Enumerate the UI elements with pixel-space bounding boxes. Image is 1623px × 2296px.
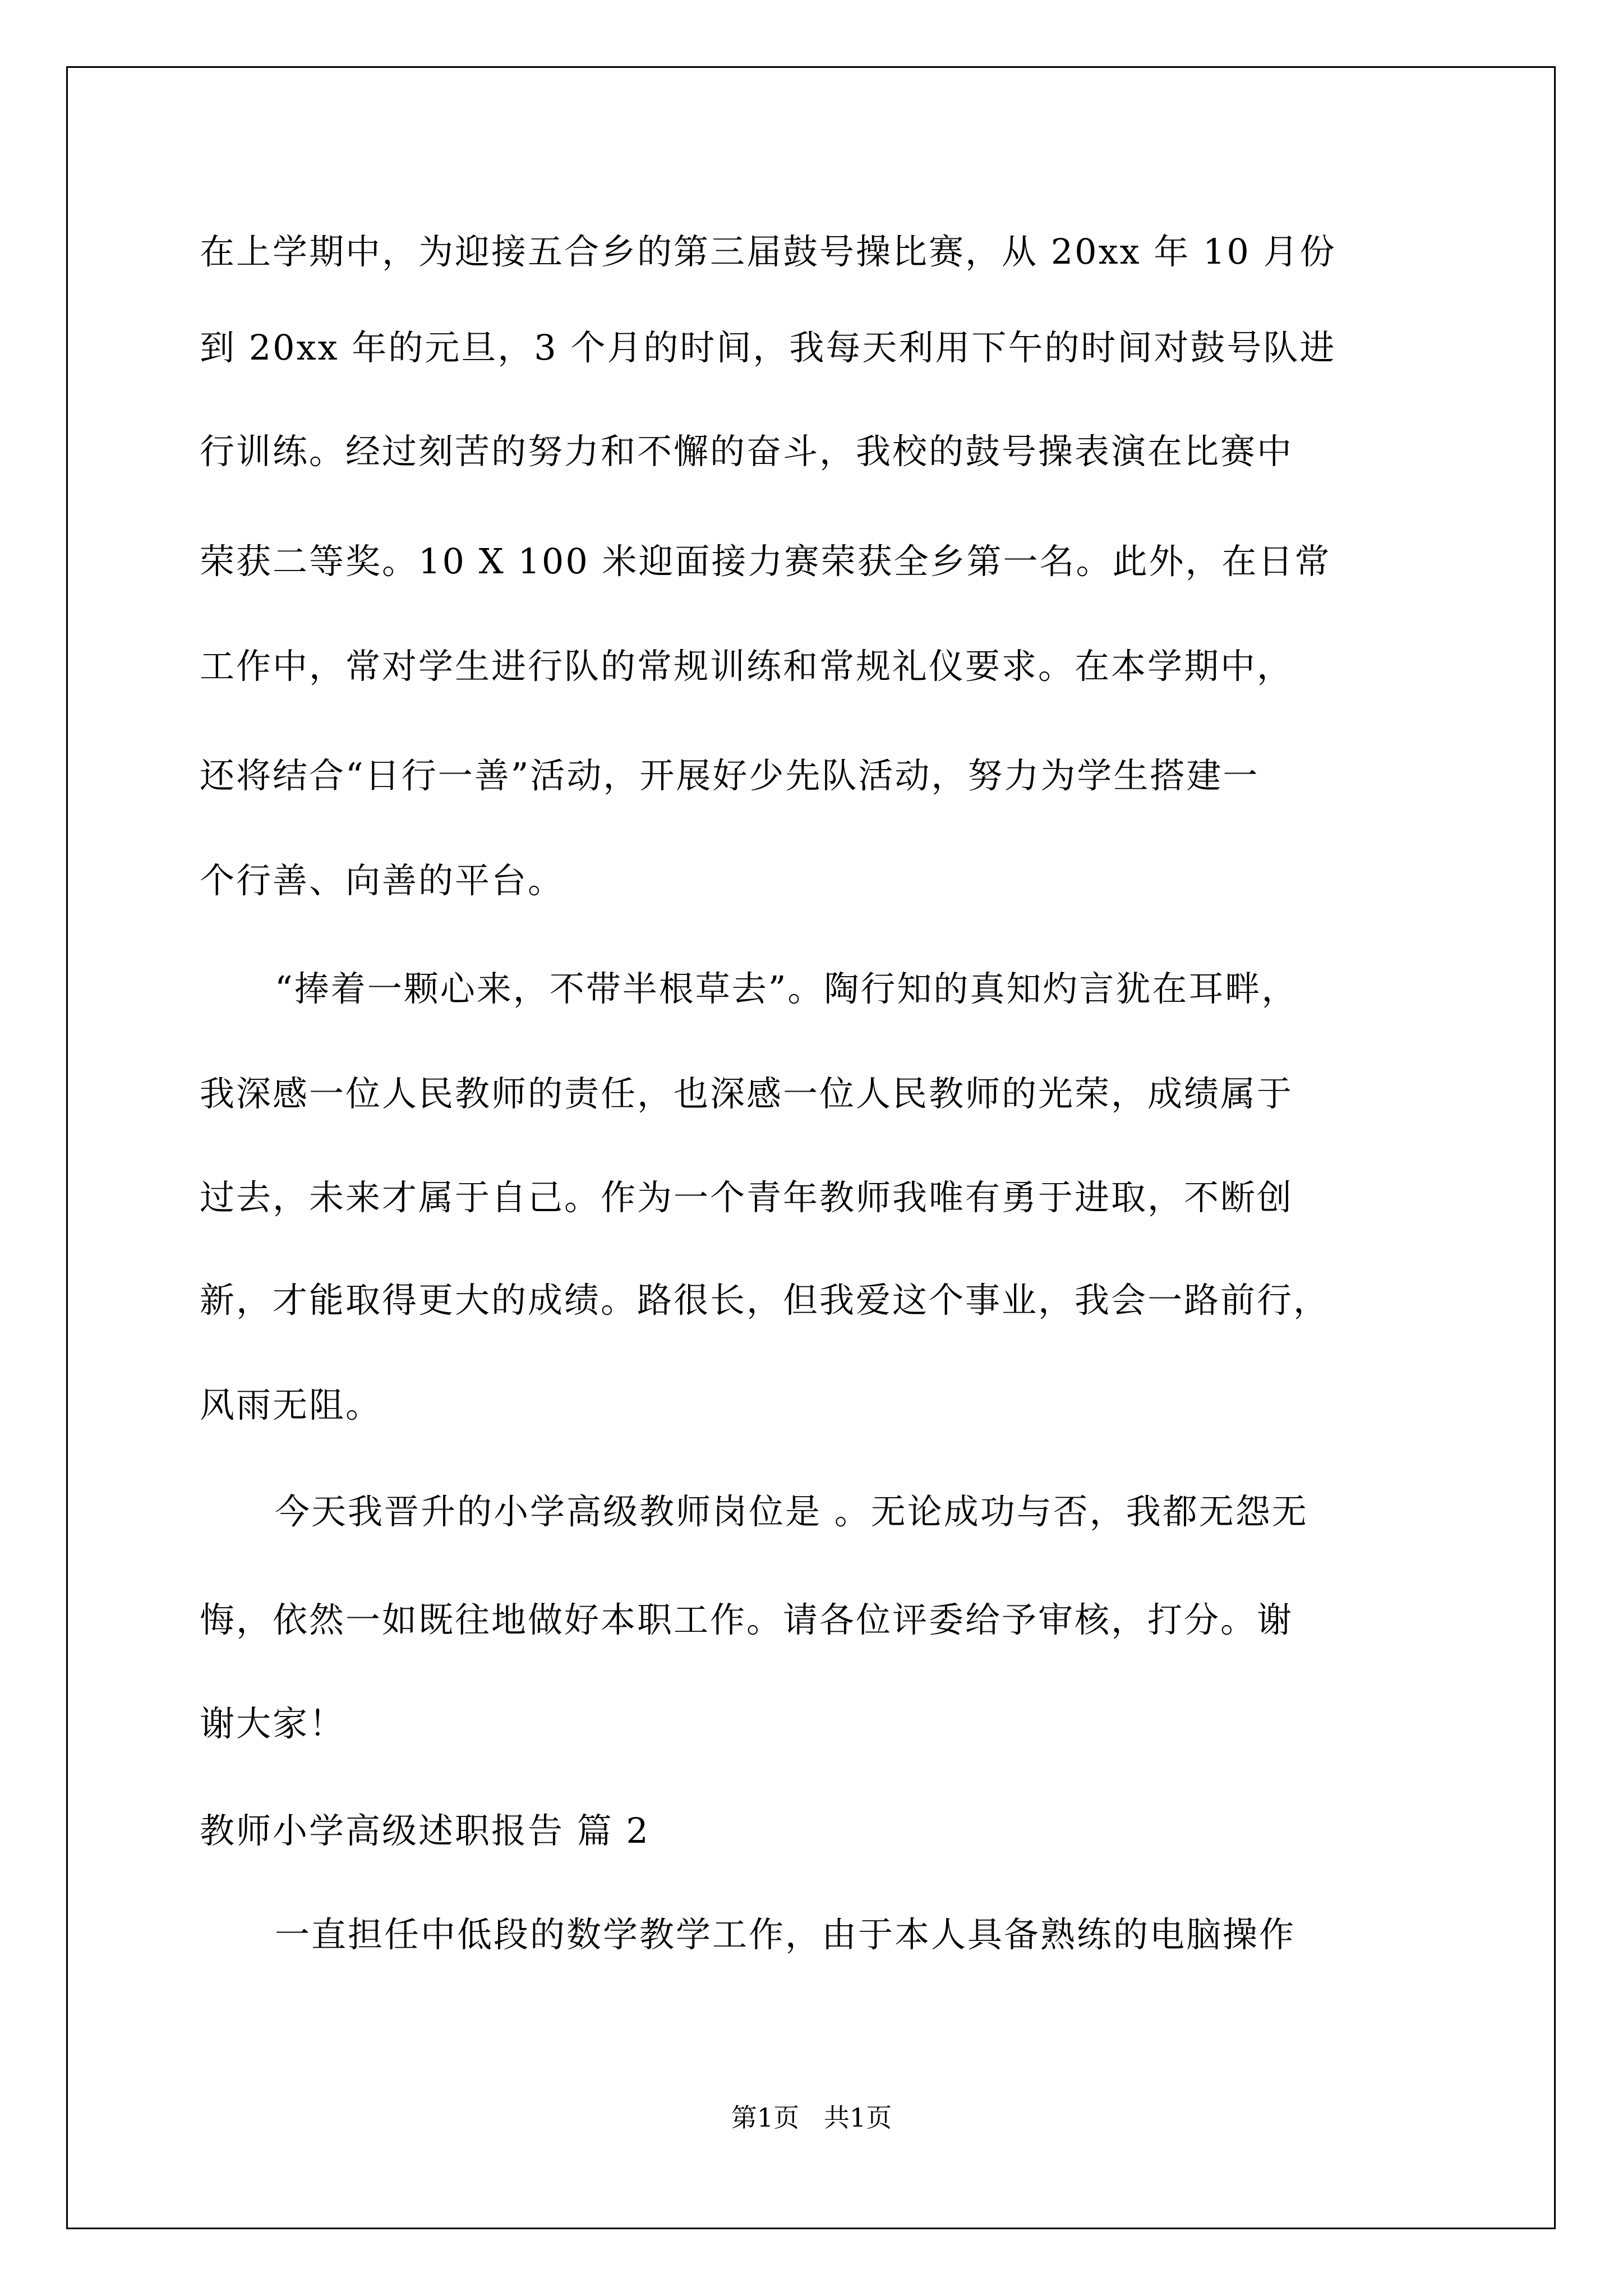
text-line: 荣获二等奖。10 X 100 米迎面接力赛荣获全乡第一名。此外，在日常 (200, 541, 1331, 582)
text-line: 工作中，常对学生进行队的常规训练和常规礼仪要求。在本学期中， (200, 646, 1294, 687)
text-line: 在上学期中，为迎接五合乡的第三届鼓号操比赛，从 20xx 年 10 月份 (200, 231, 1336, 272)
paragraph-first-line: “捧着一颗心来，不带半根草去”。陶行知的真知灼言犹在耳畔， (275, 968, 1298, 1009)
text-line: 行训练。经过刻苦的努力和不懈的奋斗，我校的鼓号操表演在比赛中 (200, 431, 1294, 472)
text-line: 个行善、向善的平台。 (200, 860, 565, 901)
page-border (66, 66, 1556, 2229)
page-footer: 第1页 共1页 (731, 2102, 892, 2133)
text-line: 风雨无阻。 (200, 1384, 382, 1425)
section-heading: 教师小学高级述职报告 篇 2 (200, 1810, 650, 1851)
text-line: 悔，依然一如既往地做好本职工作。请各位评委给予审核，打分。谢 (200, 1599, 1294, 1640)
text-line: 谢大家！ (200, 1703, 346, 1744)
text-line: 新，才能取得更大的成绩。路很长，但我爱这个事业，我会一路前行， (200, 1280, 1330, 1320)
text-line: 到 20xx 年的元旦，3 个月的时间，我每天利用下午的时间对鼓号队进 (200, 327, 1336, 368)
text-line: 还将结合“日行一善”活动，开展好少先队活动，努力为学生搭建一 (200, 755, 1260, 796)
text-line: 我深感一位人民教师的责任，也深感一位人民教师的光荣，成绩属于 (200, 1073, 1294, 1114)
text-line: 过去，未来才属于自己。作为一个青年教师我唯有勇于进取，不断创 (200, 1177, 1294, 1218)
paragraph-first-line: 一直担任中低段的数学教学工作，由于本人具备熟练的电脑操作 (275, 1914, 1296, 1955)
paragraph-first-line: 今天我晋升的小学高级教师岗位是 。无论成功与否，我都无怨无 (275, 1491, 1308, 1532)
